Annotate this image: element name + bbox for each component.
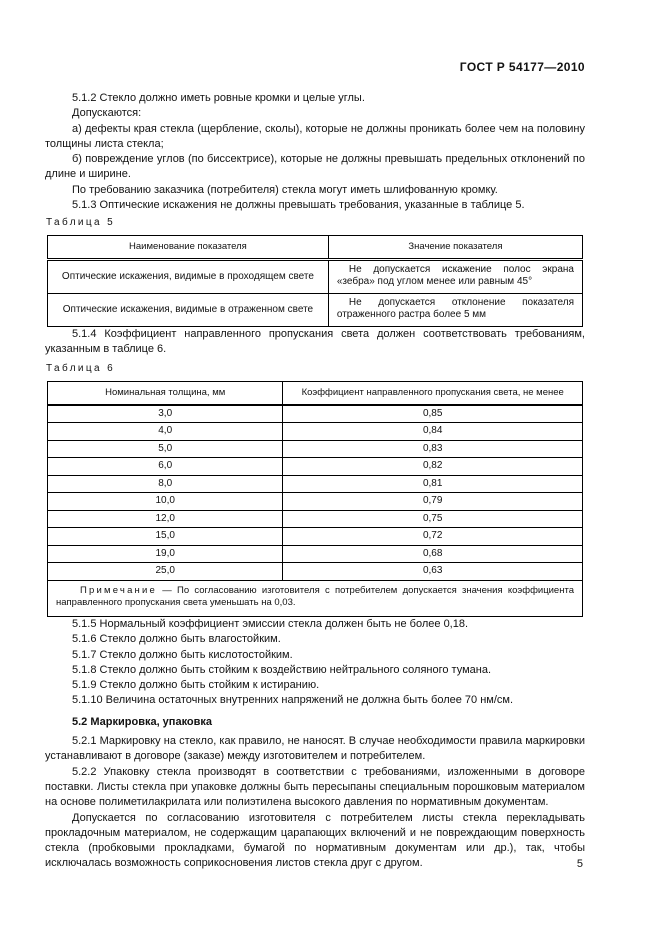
page-number: 5: [576, 858, 583, 870]
cell-thickness: 15,0: [48, 528, 283, 546]
table-6-note-row: [48, 580, 583, 616]
table-6-header-row: [48, 382, 583, 405]
clause-5-1-6: 5.1.6 Стекло должно быть влагостойким.: [72, 633, 281, 646]
cell-coefficient: 0,82: [283, 458, 583, 476]
clause-5-1-5: 5.1.5 Нормальный коэффициент эмиссии стекла должен быть не более 0,18.: [72, 617, 469, 630]
cell-coefficient: 0,79: [283, 493, 583, 511]
table-row: [48, 528, 583, 546]
table-6-note: [48, 580, 583, 616]
standard-number-header: ГОСТ Р 54177—2010: [459, 60, 585, 74]
table-5-header-row: [48, 236, 583, 260]
cell-coefficient: 0,84: [283, 423, 583, 441]
cell-coefficient: 0,63: [283, 563, 583, 581]
clause-item-a: а) дефекты края стекла (щербление, сколы), которые не должны проникать более чем на половину толщины листа стекла;: [45, 122, 585, 150]
table-5: [47, 235, 583, 327]
clause-5-1-3: 5.1.3 Оптические искажения не должны превышать требования, указанные в таблице 5.: [72, 199, 525, 212]
clause-5-1-7: 5.1.7 Стекло должно быть кислотостойким.: [72, 648, 293, 661]
clause-5-1-2: 5.1.2 Стекло должно иметь ровные кромки и целые углы.: [72, 92, 365, 104]
table-row: [48, 440, 583, 458]
page-content: [45, 0, 585, 872]
clause-5-1-4: 5.1.4 Коэффициент направленного пропускания света должен соответствовать требованиям, указанным в таблице 6.: [45, 327, 585, 356]
cell-thickness: 5,0: [48, 440, 283, 458]
table-row: [48, 423, 583, 441]
table-6-col1-header: Номинальная толщина, мм: [48, 382, 283, 405]
note-label: Примечание: [80, 584, 157, 596]
cell-coefficient: 0,83: [283, 440, 583, 458]
table-row: [48, 563, 583, 581]
cell-thickness: 10,0: [48, 493, 283, 511]
cell-indicator-name: Оптические искажения, видимые в отраженном свете: [48, 293, 329, 326]
cell-coefficient: 0,81: [283, 475, 583, 493]
cell-thickness: 8,0: [48, 475, 283, 493]
section-heading-5-2: 5.2 Маркировка, упаковка: [72, 715, 213, 728]
clause-5-1-10: 5.1.10 Величина остаточных внутренних напряжений не должна быть более 70 нм/см.: [72, 694, 514, 707]
cell-coefficient: 0,72: [283, 528, 583, 546]
table-6-label: Таблица 6: [46, 363, 116, 375]
table-6-col2-header: Коэффициент направленного пропускания света, не менее: [283, 382, 583, 405]
cell-indicator-name: Оптические искажения, видимые в проходящем свете: [48, 259, 329, 293]
clause-allowed-intro: Допускаются:: [72, 107, 142, 120]
clause-5-1-8: 5.1.8 Стекло должно быть стойким к воздействию нейтрального соляного тумана.: [72, 663, 492, 676]
clause-5-2-2: 5.2.2 Упаковку стекла производят в соответствии с требованиями, изложенными в договоре поставки. Листы стекла при упаковке должны быть пересыпаны специальным порошковым материалом на основе полиметилакрилата или полиэтилена высокого давления по нормативным документам.: [45, 765, 585, 809]
cell-coefficient: 0,75: [283, 510, 583, 528]
cell-thickness: 12,0: [48, 510, 283, 528]
cell-indicator-value: Не допускается отклонение показателя отраженного растра более 5 мм: [328, 293, 582, 326]
table-row: [48, 458, 583, 476]
table-row: [48, 545, 583, 563]
table-row: [48, 493, 583, 511]
table-row: [48, 405, 583, 423]
clause-grinding: По требованию заказчика (потребителя) стекла могут иметь шлифованную кромку.: [72, 183, 498, 196]
clause-5-1-9: 5.1.9 Стекло должно быть стойким к истиранию.: [72, 679, 320, 692]
cell-coefficient: 0,85: [283, 405, 583, 423]
table-row: [48, 510, 583, 528]
table-row: [48, 293, 583, 326]
cell-thickness: 19,0: [48, 545, 283, 563]
cell-indicator-value: Не допускается искажение полос экрана «зебра» под углом менее или равным 45°: [328, 259, 582, 293]
table-5-col1-header: Наименование показателя: [48, 236, 329, 260]
cell-thickness: 3,0: [48, 405, 283, 423]
table-6: [47, 381, 583, 617]
clause-5-2-2-continuation: Допускается по согласованию изготовителя с потребителем листы стекла перекладывать прокладочным материалом, не содержащим царапающих включений и не повреждающим поверхность стекла (пробковыми прокладками, бумагой по нормативным документам или др.), так, чтобы исключалась возможность соприкосновения листов стекла друг с другом.: [45, 811, 585, 870]
cell-thickness: 6,0: [48, 458, 283, 476]
clause-5-2-1: 5.2.1 Маркировку на стекло, как правило, не наносят. В случае необходимости правила маркировки устанавливают в договоре (заказе) между изготовителем и потребителем.: [45, 735, 585, 763]
cell-thickness: 4,0: [48, 423, 283, 441]
table-5-label: Таблица 5: [46, 217, 116, 229]
clause-item-b: б) повреждение углов (по биссектрисе), которые не должны превышать предельных отклонений по длине и ширине.: [45, 153, 585, 181]
table-5-col2-header: Значение показателя: [328, 236, 582, 260]
table-row: [48, 475, 583, 493]
cell-coefficient: 0,68: [283, 545, 583, 563]
note-text: — По согласованию изготовителя с потребителем допускается значения коэффициента направленного пропускания света уменьшать на 0,03.: [56, 584, 574, 609]
table-row: [48, 259, 583, 293]
cell-thickness: 25,0: [48, 563, 283, 581]
